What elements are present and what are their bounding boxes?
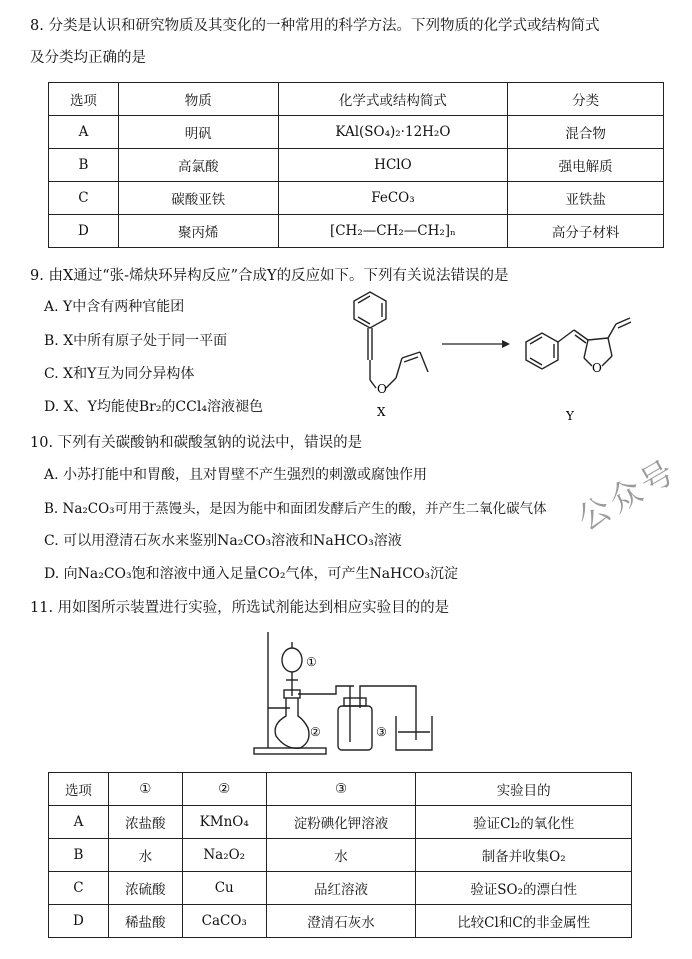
molecule-y (526, 318, 631, 369)
formula-cell: HClO (278, 149, 508, 182)
reagent3-cell: 淀粉碘化钾溶液 (266, 806, 416, 839)
goal-cell: 验证SO₂的漂白性 (416, 872, 632, 905)
category-cell: 亚铁盐 (508, 182, 664, 215)
q11-table (48, 772, 632, 938)
q9-stem: 9. 由X通过“张-烯炔环异构反应”合成Y的反应如下。下列有关说法错误的是 (30, 268, 509, 284)
stand-base (254, 748, 326, 754)
reagent1-cell: 浓硫酸 (108, 872, 182, 905)
table-row (49, 149, 664, 182)
q10-option-d: D. 向Na₂CO₃饱和溶液中通入足量CO₂气体，可产生NaHCO₃沉淀 (44, 566, 459, 582)
header-cell: 选项 (49, 83, 119, 116)
gas-bottle (338, 706, 372, 750)
label-x: X (377, 405, 386, 419)
q11-apparatus-diagram (246, 624, 446, 764)
substance-cell: 碳酸亚铁 (118, 182, 278, 215)
q10-option-a: A. 小苏打能中和胃酸，且对胃壁不产生强烈的刺激或腐蚀作用 (44, 467, 428, 483)
q9-option-a: A. Y中含有两种官能团 (44, 299, 185, 315)
formula-cell: [CH₂—CH₂—CH₂]ₙ (278, 215, 508, 248)
q9-option-d: D. X、Y均能使Br₂的CCl₄溶液褪色 (44, 399, 263, 415)
option-cell: C (49, 872, 109, 905)
table-row (49, 905, 632, 938)
table-row (49, 215, 664, 248)
header-cell: 化学式或结构简式 (278, 83, 508, 116)
option-cell: B (49, 149, 119, 182)
reagent1-cell: 水 (108, 839, 182, 872)
reagent1-cell: 浓盐酸 (108, 806, 182, 839)
q8-table (48, 82, 664, 248)
q11-stem: 11. 用如图所示装置进行实验，所选试剂能达到相应实验目的的是 (30, 600, 450, 616)
table-row (49, 839, 632, 872)
reagent3-cell: 澄清石灰水 (266, 905, 416, 938)
header-cell: ③ (266, 773, 416, 806)
goal-cell: 验证Cl₂的氧化性 (416, 806, 632, 839)
label-y: Y (566, 409, 574, 423)
substance-cell: 高氯酸 (118, 149, 278, 182)
header-cell: 选项 (49, 773, 109, 806)
option-cell: D (49, 215, 119, 248)
option-cell: C (49, 182, 119, 215)
reagent3-cell: 水 (266, 839, 416, 872)
reagent2-cell: Cu (182, 872, 266, 905)
reagent3-cell: 品红溶液 (266, 872, 416, 905)
option-cell: D (49, 905, 109, 938)
option-cell: A (49, 116, 119, 149)
category-cell: 混合物 (508, 116, 664, 149)
beaker (396, 716, 432, 750)
separatory-funnel (282, 648, 302, 672)
mark-1: ① (306, 655, 317, 669)
substance-cell: 聚丙烯 (118, 215, 278, 248)
round-flask (275, 698, 309, 748)
option-cell: A (49, 806, 109, 839)
reagent2-cell: KMnO₄ (182, 806, 266, 839)
header-cell: ① (108, 773, 182, 806)
option-cell: B (49, 839, 109, 872)
header-cell: 分类 (508, 83, 664, 116)
formula-cell: KAl(SO₄)₂·12H₂O (278, 116, 508, 149)
substance-cell: 明矾 (118, 116, 278, 149)
oxygen-label-x: O (377, 382, 387, 396)
q9-option-c: C. X和Y互为同分异构体 (44, 366, 195, 382)
q9-option-b: B. X中所有原子处于同一平面 (44, 333, 228, 349)
mark-2: ② (310, 725, 321, 739)
q9-reaction-diagram (330, 284, 670, 429)
category-cell: 强电解质 (508, 149, 664, 182)
goal-cell: 比较Cl和C的非金属性 (416, 905, 632, 938)
table-row (49, 806, 632, 839)
reagent2-cell: Na₂O₂ (182, 839, 266, 872)
formula-cell: FeCO₃ (278, 182, 508, 215)
q8-stem-line2: 及分类均正确的是 (30, 50, 146, 66)
category-cell: 高分子材料 (508, 215, 664, 248)
oxygen-label-y: O (592, 361, 602, 375)
arrow-head-icon (502, 340, 510, 348)
q10-option-b: B. Na₂CO₃可用于蒸馒头，是因为能中和面团发酵后产生的酸，并产生二氧化碳气体 (44, 501, 547, 517)
table-row (49, 182, 664, 215)
table-header-row (49, 83, 664, 116)
q8-stem-line1: 8. 分类是认识和研究物质及其变化的一种常用的科学方法。下列物质的化学式或结构简式 (30, 18, 600, 34)
reagent1-cell: 稀盐酸 (108, 905, 182, 938)
mark-3: ③ (376, 725, 387, 739)
goal-cell: 制备并收集O₂ (416, 839, 632, 872)
q10-option-c: C. 可以用澄清石灰水来鉴别Na₂CO₃溶液和NaHCO₃溶液 (44, 533, 402, 549)
molecule-x (354, 292, 428, 388)
table-row (49, 116, 664, 149)
header-cell: ② (182, 773, 266, 806)
watermark: 公众号 (571, 451, 684, 539)
header-cell: 实验目的 (416, 773, 632, 806)
table-row (49, 872, 632, 905)
table-header-row (49, 773, 632, 806)
reagent2-cell: CaCO₃ (182, 905, 266, 938)
q10-stem: 10. 下列有关碳酸钠和碳酸氢钠的说法中，错误的是 (30, 435, 363, 451)
header-cell: 物质 (118, 83, 278, 116)
